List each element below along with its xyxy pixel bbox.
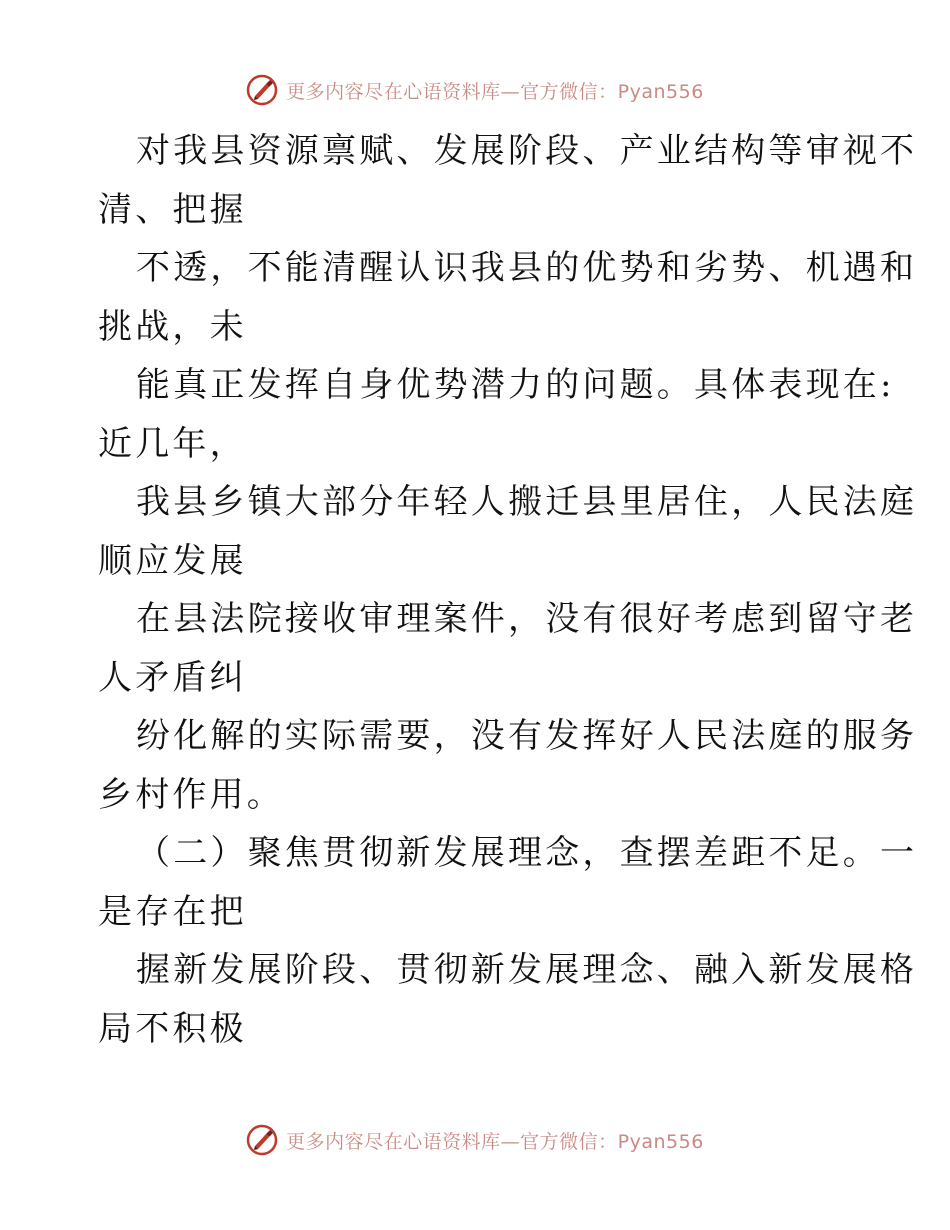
paragraph: 能真正发挥自身优势潜力的问题。具体表现在: 近几年， [98, 365, 895, 464]
paragraph: 不透，不能清醒认识我县的优势和劣势、机遇和 挑战，未 [98, 248, 918, 347]
watermark-text: 更多内容尽在心语资料库—官方微信：Pyan556 [286, 80, 704, 103]
header-watermark [0, 70, 950, 110]
watermark-text: 更多内容尽在心语资料库—官方微信：Pyan556 [286, 1130, 704, 1153]
pen-logo-icon [246, 74, 278, 106]
footer-watermark [0, 1120, 950, 1160]
paragraph: 纷化解的实际需要，没有发挥好人民法庭的服务 乡村作用。 [98, 716, 918, 815]
document-body [98, 122, 918, 1058]
paragraph: 握新发展阶段、贯彻新发展理念、融入新发展格 局不积极 [98, 950, 918, 1049]
paragraph: 在县法院接收审理案件，没有很好考虑到留守老 人矛盾纠 [98, 599, 918, 698]
paragraph: 对我县资源禀赋、发展阶段、产业结构等审视不 清、把握 [98, 131, 918, 230]
paragraph: 我县乡镇大部分年轻人搬迁县里居住，人民法庭 顺应发展 [98, 482, 918, 581]
paragraph: （二）聚焦贯彻新发展理念，查摆差距不足。一 是存在把 [98, 833, 918, 932]
pen-logo-icon [246, 1124, 278, 1156]
